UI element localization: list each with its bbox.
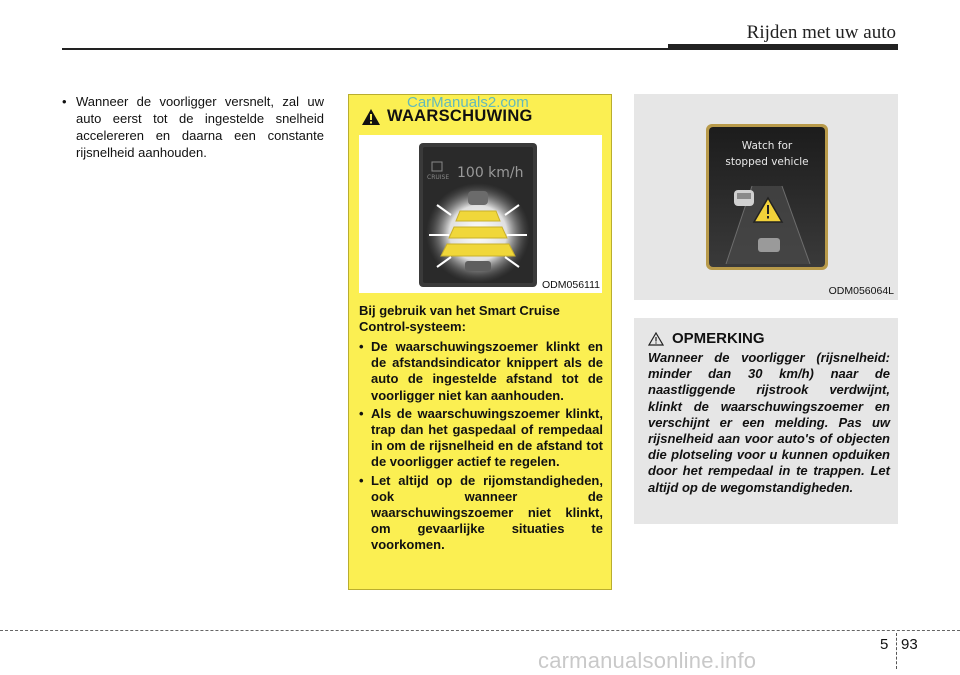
intro-paragraph [62, 93, 324, 161]
warning-list-item [359, 473, 603, 554]
warning-intro: Bij gebruik van het Smart Cruise Control-systeem: [359, 303, 560, 335]
bullet-mark: • [62, 94, 67, 109]
stopped-vehicle-figure [634, 94, 898, 300]
bullet-mark: • [359, 472, 364, 488]
stopped-vehicle-illustration [634, 94, 898, 300]
figure-code: ODM056064L [828, 285, 894, 297]
warning-triangle-icon [361, 108, 381, 126]
warning-item-text: Let altijd op de rijomstandigheden, ook wanneer de waarschuwingszoemer niet klinkt, om gevaarlijke situaties te voorkomen. [371, 472, 603, 553]
warning-list-item [359, 406, 603, 471]
warning-item-text: De waarschuwingszoemer klinkt en de afstandsindicator knippert als de auto de ingestelde afstand tot de voorligger niet kan aanhouden. [371, 339, 603, 403]
warning-list [359, 339, 603, 556]
bullet-mark: • [359, 405, 364, 421]
page-number: 93 [901, 636, 918, 653]
site-watermark: carmanualsonline.info [538, 648, 757, 673]
figure-code: ODM056111 [542, 279, 600, 291]
caution-triangle-icon [648, 332, 664, 346]
header-rule [62, 48, 670, 50]
msg-line-2: stopped vehicle [725, 156, 809, 168]
warning-list-item [359, 339, 603, 404]
running-header: Rijden met uw auto [746, 22, 896, 43]
intro-text: Wanneer de voorligger versnelt, zal uw auto eerst tot de ingestelde snelheid accelereren en daarna een constante rijsnelheid aanhouden. [76, 94, 324, 160]
note-title: OPMERKING [672, 330, 765, 347]
speed-readout: 100 km/h [457, 165, 524, 181]
cluster-display-illustration [359, 135, 602, 293]
header-rule-accent [668, 44, 898, 50]
warning-box [348, 94, 612, 590]
watermark-text: CarManuals2.com [407, 94, 529, 111]
note-box [634, 318, 898, 524]
footer-rule [0, 630, 960, 631]
cluster-figure [359, 135, 602, 293]
intro-bullet-item [62, 93, 324, 161]
cruise-label: CRUISE [427, 174, 450, 181]
msg-line-1: Watch for [741, 140, 793, 152]
warning-item-text: Als de waarschuwingszoemer klinkt, trap dan het gaspedaal of rempedaal in om de rijsnelheid en de afstand tot de voorligger actief te regelen. [371, 405, 603, 470]
bullet-mark: • [359, 339, 364, 354]
chapter-number: 5 [880, 636, 889, 653]
warning-header [361, 107, 533, 126]
warning-title: WAARSCHUWING [387, 107, 533, 125]
note-text: Wanneer de voorligger (rijsnelheid: minder dan 30 km/h) naar de naastliggende rijstrook verdwijnt, klinkt de waarschuwingszoemer en verschijnt er een melding. Pas uw rijsnelheid aan voor auto's of objecten die plotseling voor u kunnen opduiken door het rempedaal in te trappen. Let altijd op de wegomstandigheden. [648, 350, 890, 495]
note-header [648, 330, 765, 347]
page-number-separator [896, 633, 897, 669]
